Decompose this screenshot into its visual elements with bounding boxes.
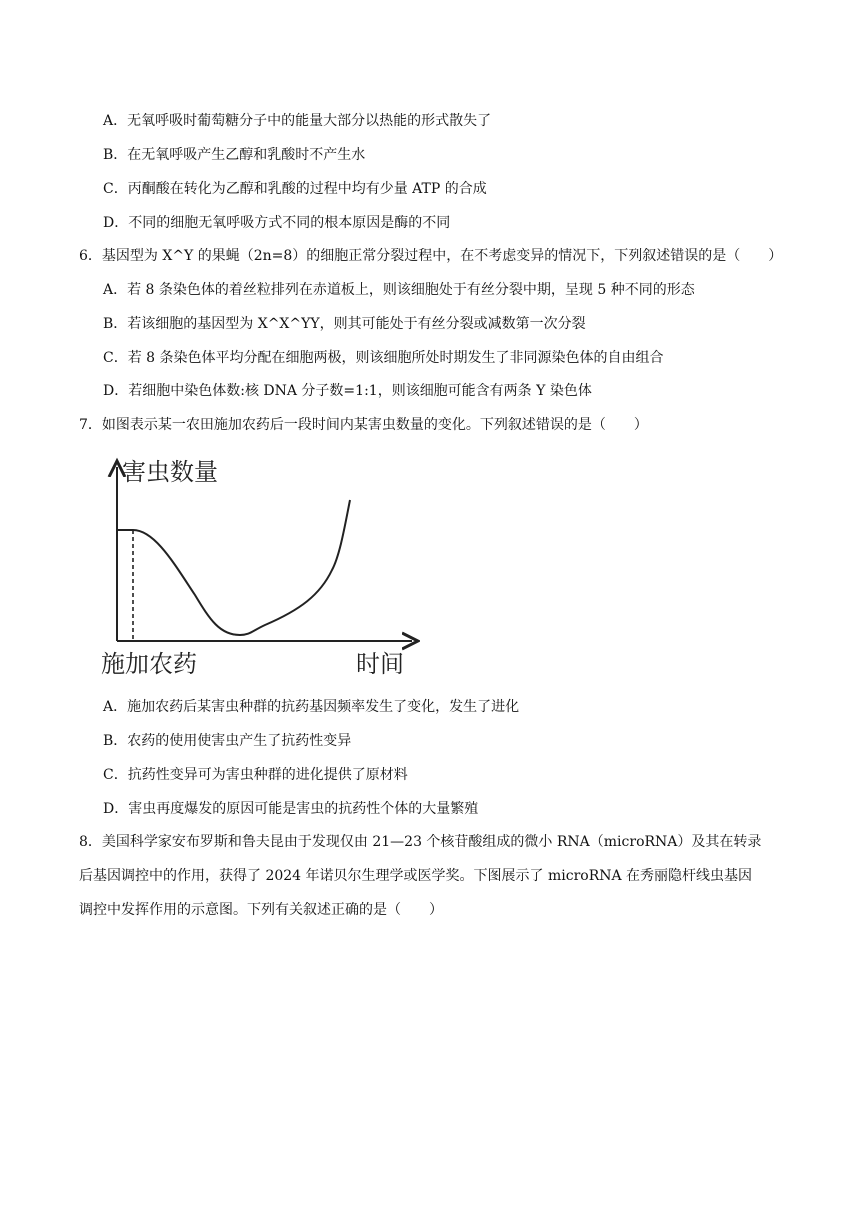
- q8-stem-line-2: 后基因调控中的作用，获得了 2024 年诺贝尔生理学或医学奖。下图展示了 microRNA 在秀丽隐杆线虫基因: [79, 868, 753, 884]
- q6-option-a: A．若 8 条染色体的着丝粒排列在赤道板上，则该细胞处于有丝分裂中期，呈现 5 种不同的形态: [103, 282, 695, 298]
- q5-option-d: D．不同的细胞无氧呼吸方式不同的根本原因是酶的不同: [103, 215, 451, 231]
- q5-option-a: A．无氧呼吸时葡萄糖分子中的能量大部分以热能的形式散失了: [103, 113, 492, 129]
- q6-option-d: D．若细胞中染色体数:核 DNA 分子数=1:1，则该细胞可能含有两条 Y 染色体: [103, 383, 592, 399]
- pest-population-figure: [100, 455, 420, 685]
- q7-option-c: C．抗药性变异可为害虫种群的进化提供了原材料: [103, 767, 408, 783]
- q6-option-c: C．若 8 条染色体平均分配在细胞两极，则该细胞所处时期发生了非同源染色体的自由组合: [103, 350, 664, 366]
- q5-option-c: C．丙酮酸在转化为乙醇和乳酸的过程中均有少量 ATP 的合成: [103, 181, 487, 197]
- y-axis-label: 害虫数量: [122, 458, 218, 486]
- x-axis-label: 时间: [356, 650, 404, 678]
- q8-stem-line-3: 调控中发挥作用的示意图。下列有关叙述正确的是（ ）: [79, 902, 443, 918]
- q6-option-b: B．若该细胞的基因型为 X^X^YY，则其可能处于有丝分裂或减数第一次分裂: [103, 316, 586, 332]
- q7-option-b: B．农药的使用使害虫产生了抗药性变异: [103, 733, 352, 749]
- q7-option-d: D．害虫再度爆发的原因可能是害虫的抗药性个体的大量繁殖: [103, 801, 479, 817]
- q6-stem: 6．基因型为 X^Y 的果蝇（2n=8）的细胞正常分裂过程中，在不考虑变异的情况下，下列叙述错误的是（ ）: [79, 248, 783, 264]
- q7-option-a: A．施加农药后某害虫种群的抗药基因频率发生了变化，发生了进化: [103, 699, 520, 715]
- q7-stem: 7．如图表示某一农田施加农药后一段时间内某害虫数量的变化。下列叙述错误的是（ ）: [79, 417, 648, 433]
- q5-option-b: B．在无氧呼吸产生乙醇和乳酸时不产生水: [103, 147, 366, 163]
- pest-population-graph: [100, 455, 420, 685]
- population-curve: [117, 500, 350, 635]
- q8-stem-line-1: 8．美国科学家安布罗斯和鲁夫昆由于发现仅由 21—23 个核苷酸组成的微小 RNA（microRNA）及其在转录: [79, 834, 762, 850]
- marker-label: 施加农药: [101, 650, 197, 678]
